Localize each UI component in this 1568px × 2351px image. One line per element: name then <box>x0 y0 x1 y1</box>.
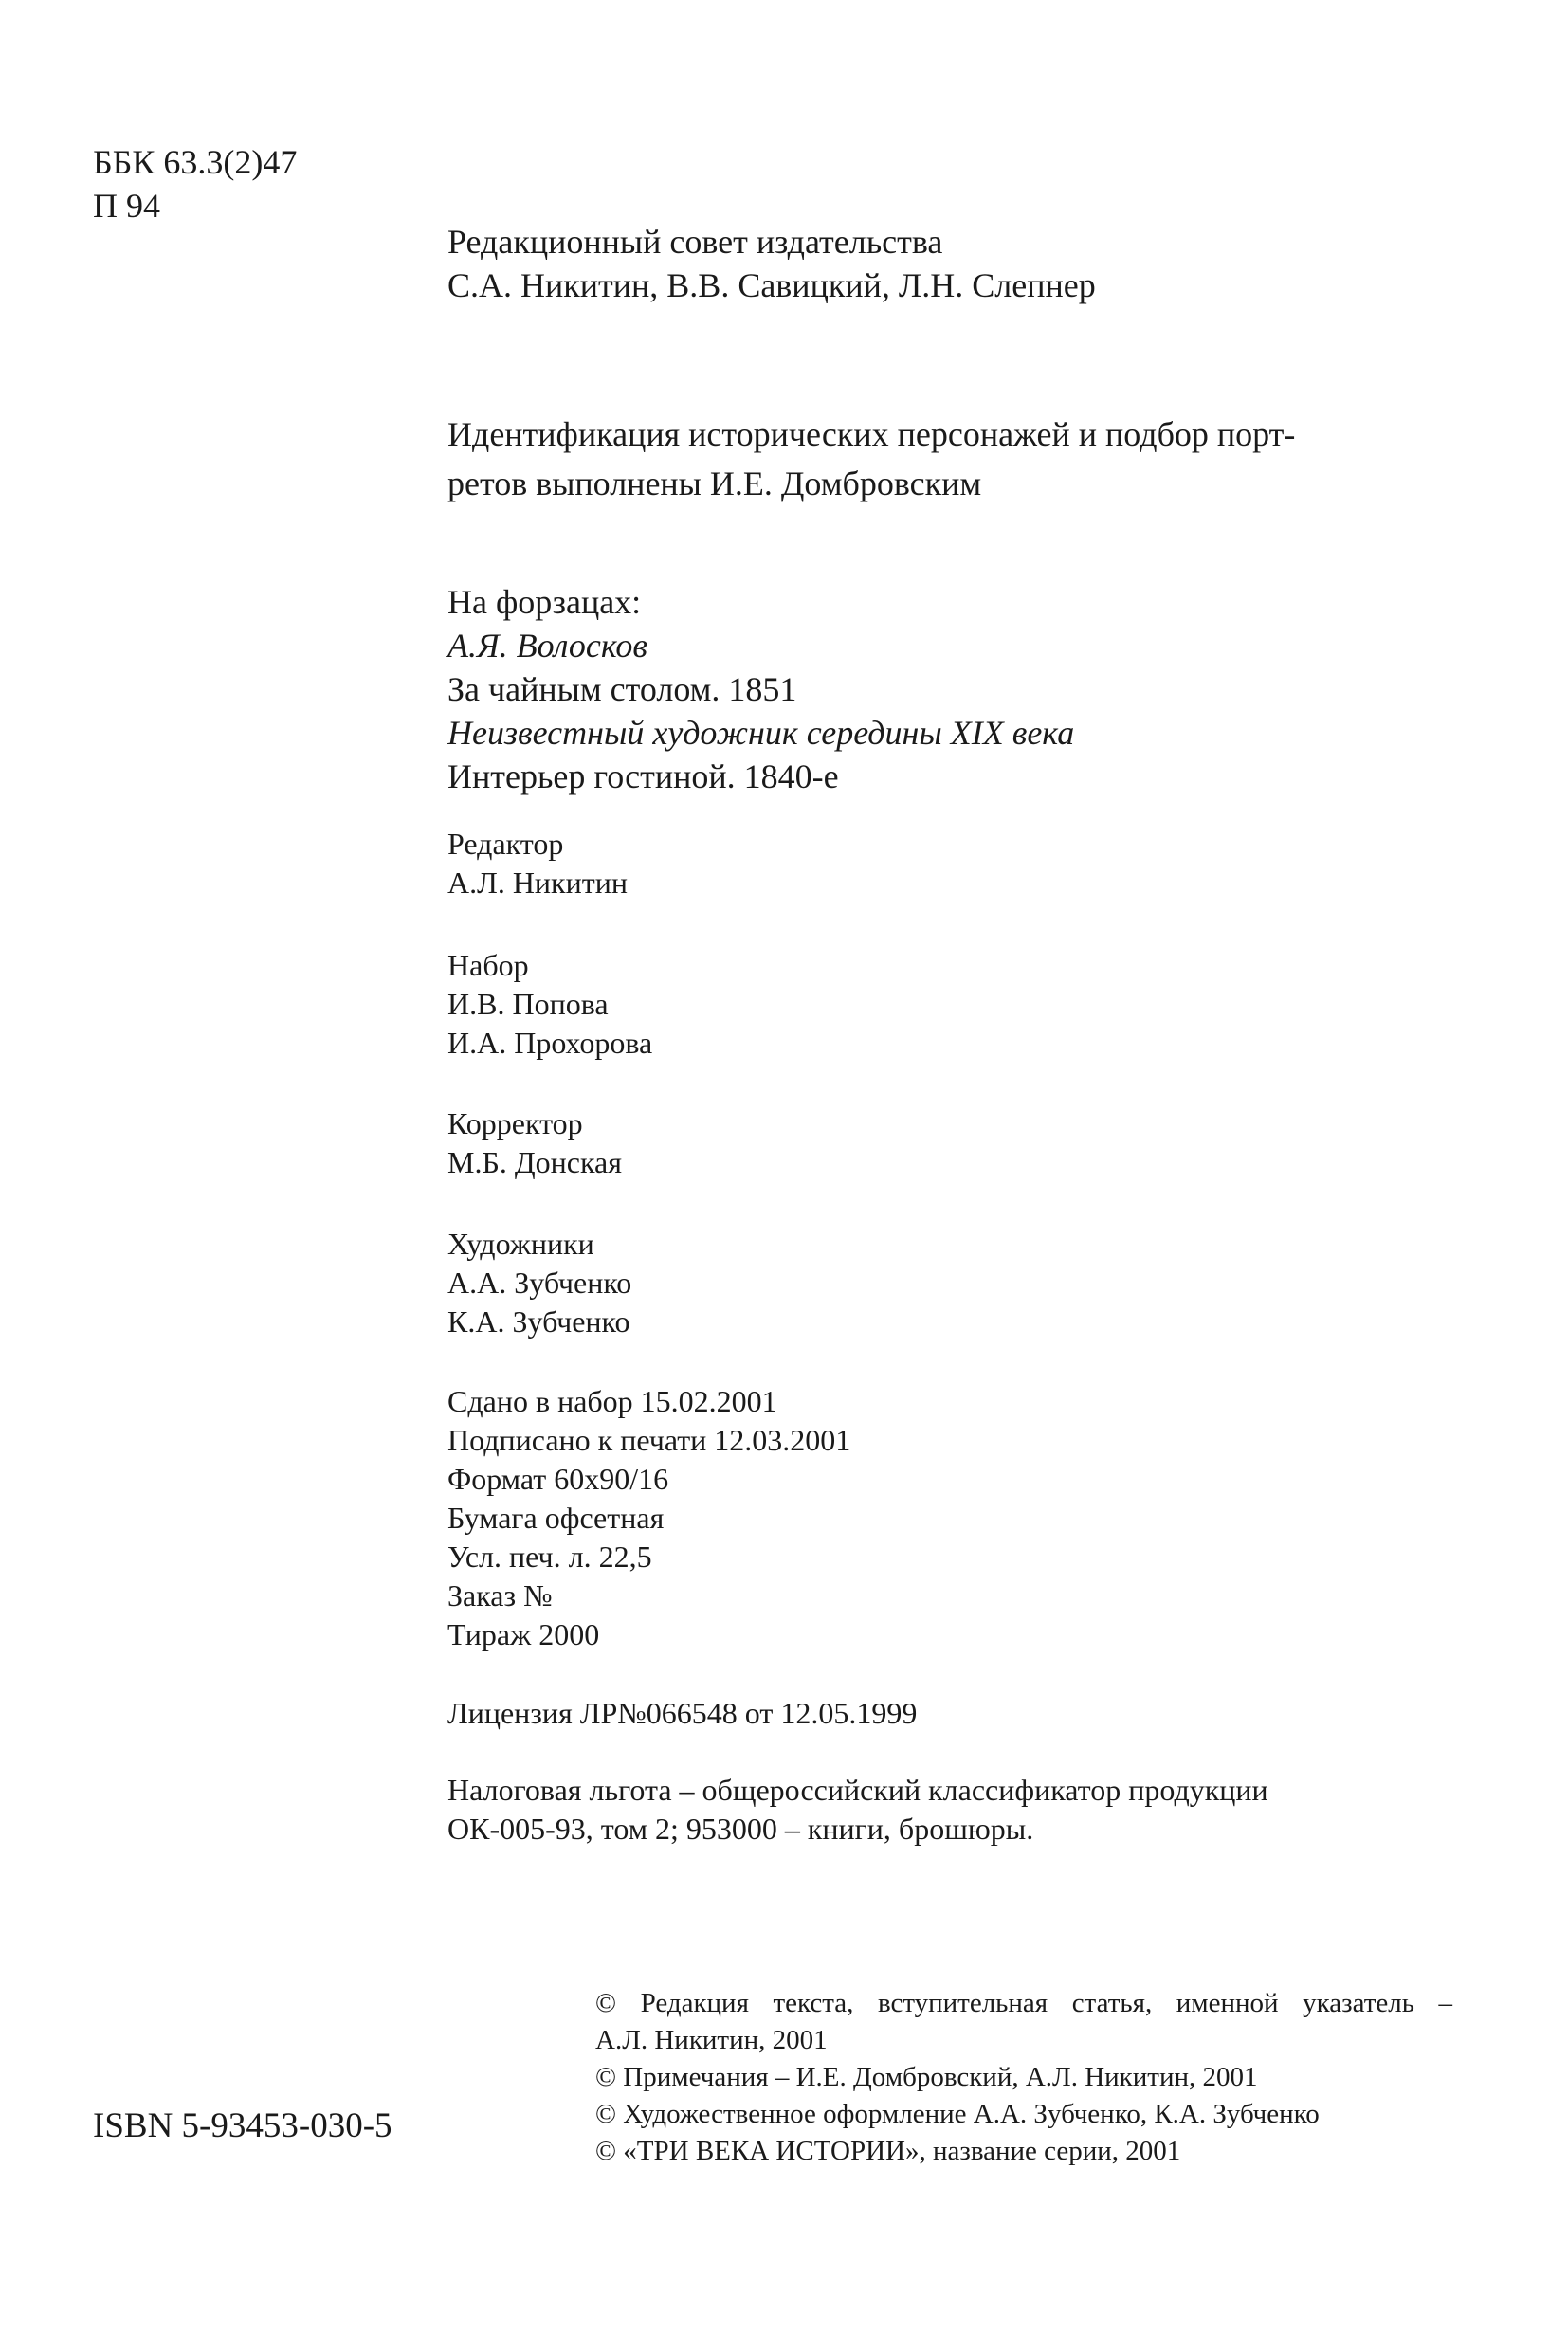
endpapers-work-2: Интерьер гостиной. 1840-е <box>447 757 839 795</box>
identification-line-1: Идентификация исторических персонажей и подбор порт- <box>447 415 1296 453</box>
identification-line-2: ретов выполнены И.Е. Домбровским <box>447 465 982 502</box>
print-detail-line: Подписано к печати 12.03.2001 <box>447 1423 851 1457</box>
author-mark: П 94 <box>93 187 160 225</box>
copyright-text-editing-line-2: А.Л. Никитин, 2001 <box>595 2025 828 2055</box>
typesetting-label: Набор <box>447 948 529 982</box>
editorial-council-members: С.А. Никитин, В.В. Савицкий, Л.Н. Слепнер <box>447 266 1096 304</box>
tax-note-line-1: Налоговая льгота – общероссийский классификатор продукции <box>447 1773 1268 1807</box>
isbn <box>93 2105 392 2148</box>
identification-note <box>447 410 1452 508</box>
isbn-text: ISBN 5-93453-030-5 <box>93 2106 392 2145</box>
license-line <box>447 1694 917 1733</box>
print-detail-line: Усл. печ. л. 22,5 <box>447 1540 652 1574</box>
typesetter-name: И.А. Прохорова <box>447 1026 653 1060</box>
proofreader-credit <box>447 1104 622 1182</box>
endpapers-artist-2: Неизвестный художник середины XIX века <box>447 714 1075 752</box>
typesetting-credit <box>447 946 652 1063</box>
artists-label: Художники <box>447 1227 594 1261</box>
bbk-code: ББК 63.3(2)47 <box>93 143 298 181</box>
print-detail-line: Формат 60x90/16 <box>447 1462 669 1496</box>
print-details-block <box>447 1382 850 1654</box>
print-detail-line: Сдано в набор 15.02.2001 <box>447 1384 777 1418</box>
copyright-series: © «ТРИ ВЕКА ИСТОРИИ», название серии, 2001 <box>595 2136 1181 2166</box>
copyright-notes: © Примечания – И.Е. Домбровский, А.Л. Никитин, 2001 <box>595 2062 1258 2092</box>
editor-credit <box>447 825 628 902</box>
endpapers-heading: На форзацах: <box>447 583 642 621</box>
editorial-council-heading: Редакционный совет издательства <box>447 223 943 261</box>
tax-note-line-2: ОК-005-93, том 2; 953000 – книги, брошюры. <box>447 1812 1034 1846</box>
copyright-text-editing-line-1: © Редакция текста, вступительная статья, именной указатель – <box>595 1988 1452 2018</box>
classification-codes <box>93 140 297 228</box>
tax-note-block <box>447 1771 1268 1849</box>
endpapers-work-1: За чайным столом. 1851 <box>447 670 797 708</box>
artist-name: А.А. Зубченко <box>447 1266 632 1300</box>
typesetter-name: И.В. Попова <box>447 987 609 1021</box>
artist-name: К.А. Зубченко <box>447 1304 630 1339</box>
license-text: Лицензия ЛР№066548 от 12.05.1999 <box>447 1696 918 1730</box>
editor-name: А.Л. Никитин <box>447 866 628 900</box>
print-detail-line: Заказ № <box>447 1578 553 1613</box>
proofreader-name: М.Б. Донская <box>447 1145 622 1179</box>
endpapers-artist-1: А.Я. Волосков <box>447 627 647 665</box>
print-detail-line: Тираж 2000 <box>447 1617 600 1651</box>
editorial-council-block <box>447 220 1096 307</box>
copyright-block <box>595 1985 1452 2170</box>
print-detail-line: Бумага офсетная <box>447 1501 665 1535</box>
proofreader-label: Корректор <box>447 1106 583 1140</box>
copyright-design: © Художественное оформление А.А. Зубченко, К.А. Зубченко <box>595 2099 1320 2129</box>
artists-credit <box>447 1225 631 1341</box>
endpapers-block <box>447 580 1074 798</box>
editor-label: Редактор <box>447 827 564 861</box>
